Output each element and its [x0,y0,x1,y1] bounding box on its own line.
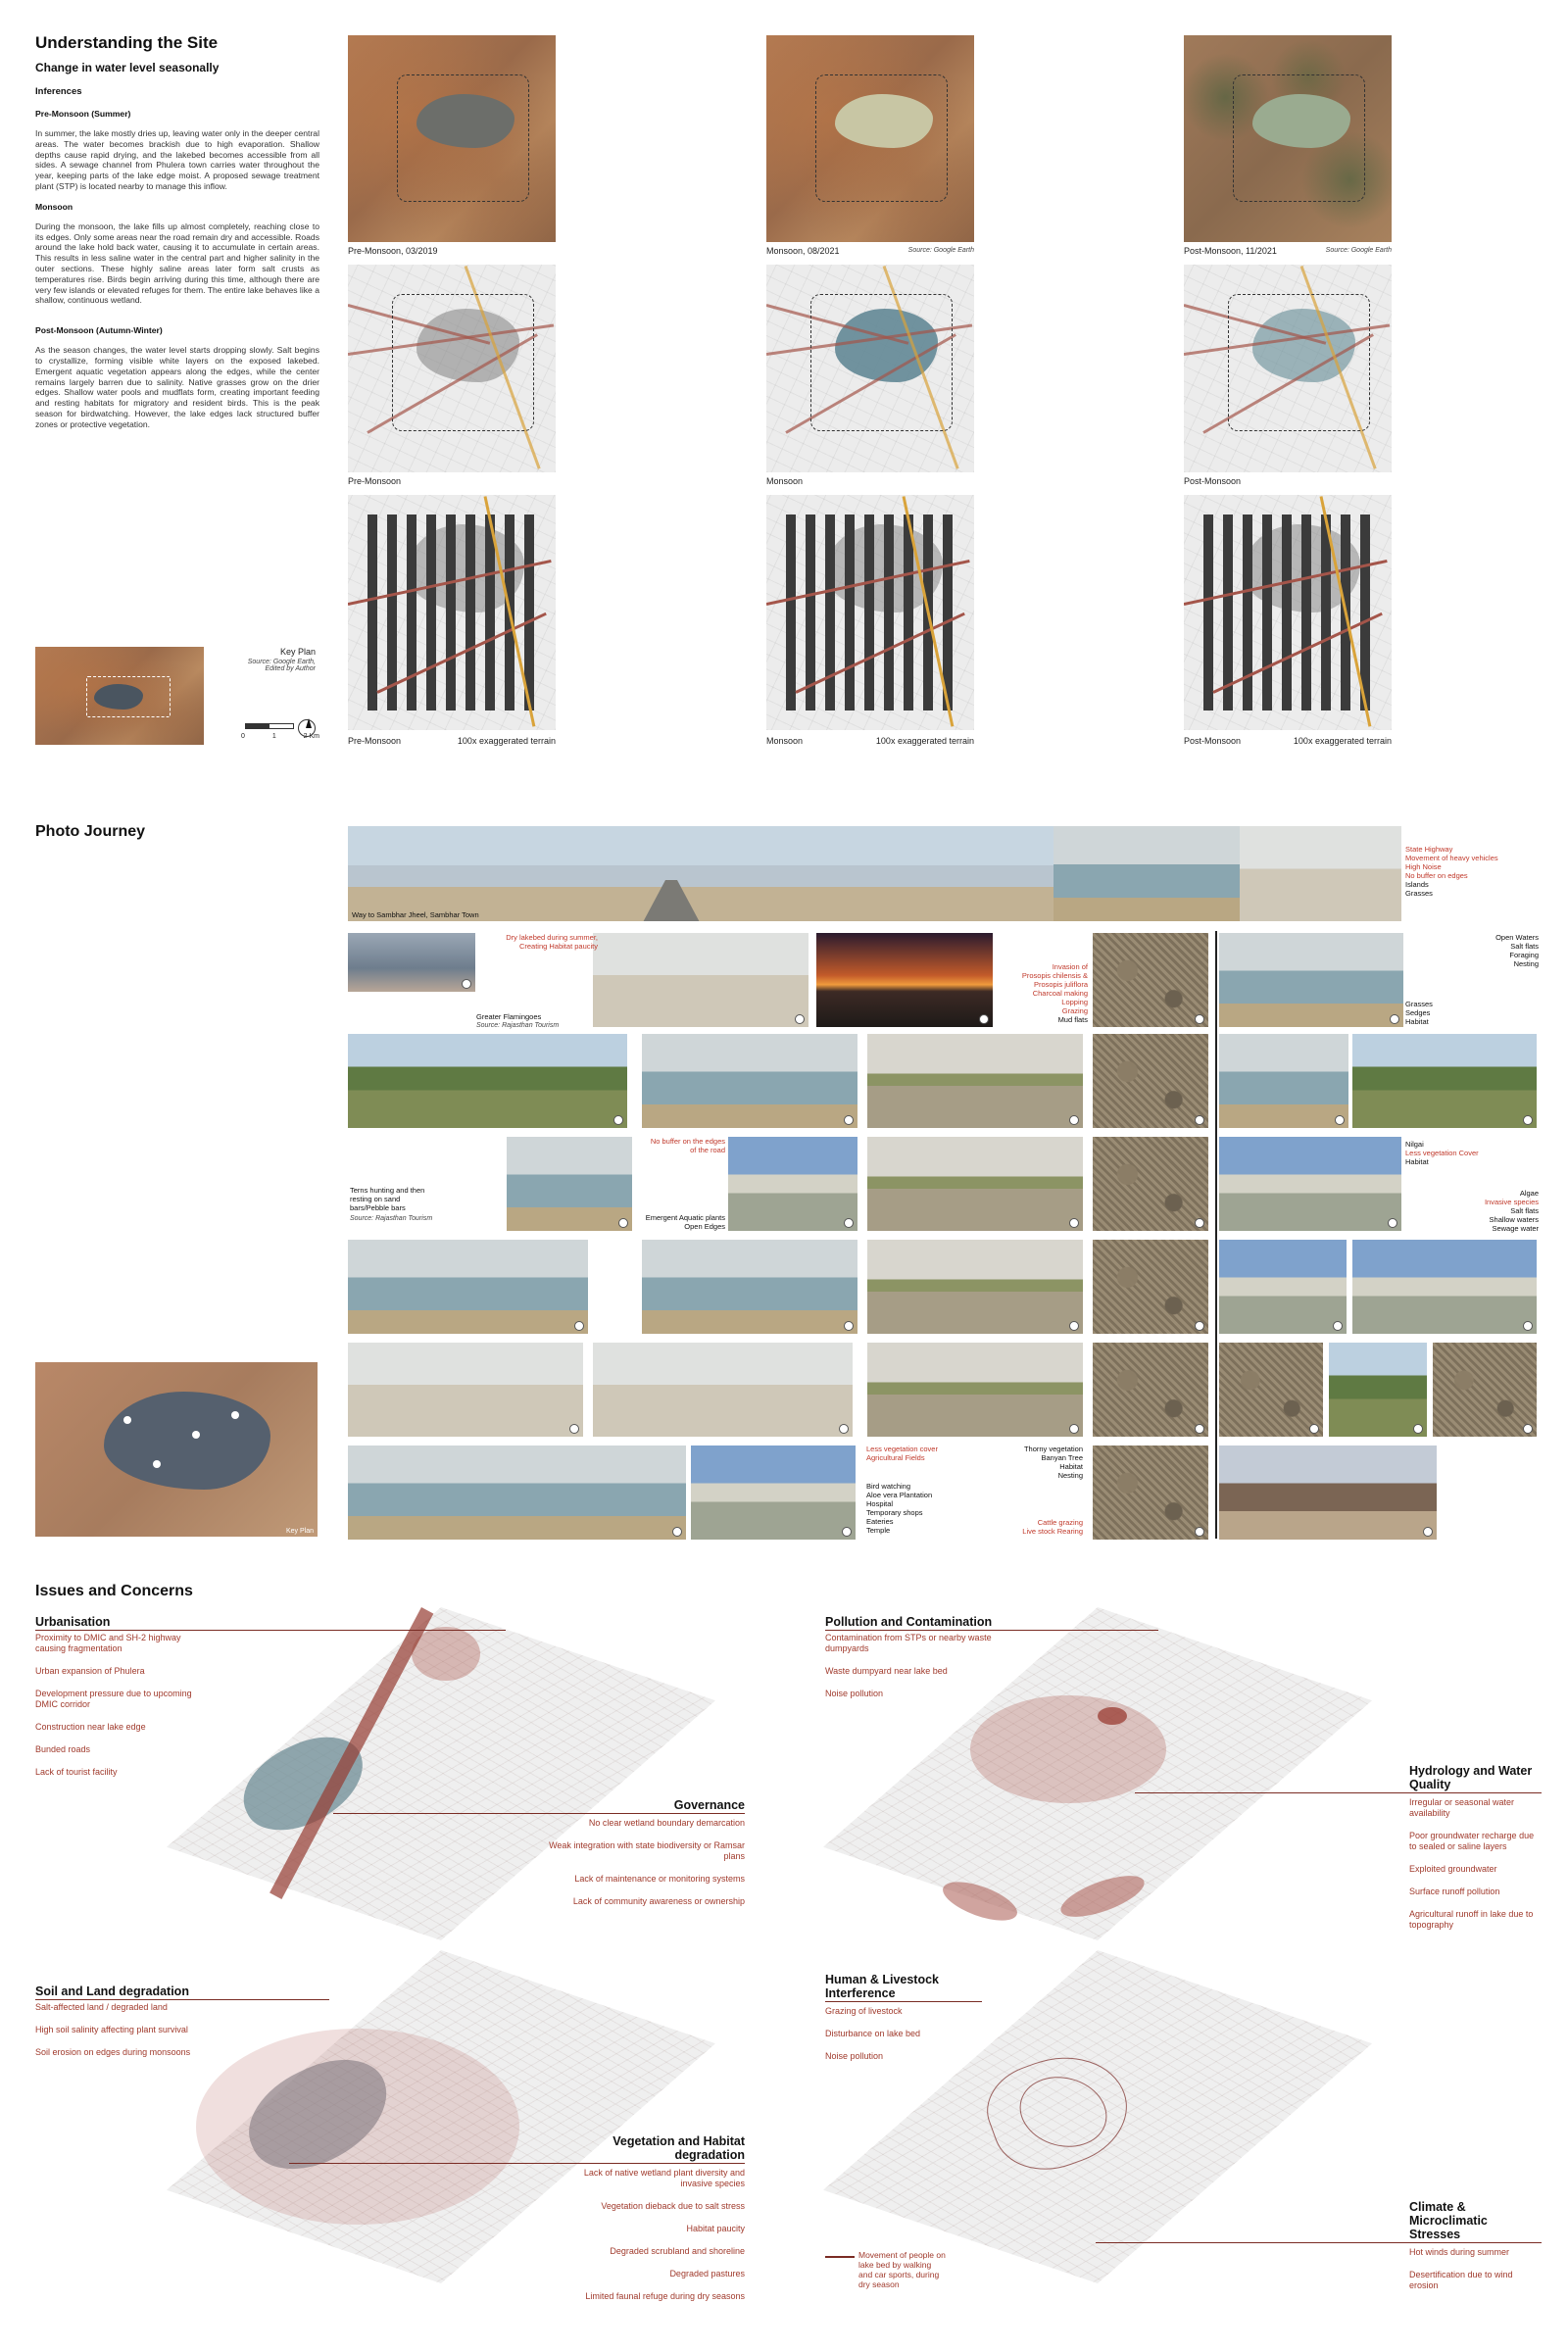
photo-marker-icon [1335,1115,1345,1125]
note-line: No buffer on edges [1405,871,1468,880]
photo-marker-icon [1333,1321,1343,1331]
scale-0: 0 [241,733,245,740]
note-line: Prosopis chilensis & [1021,971,1088,980]
site-title: Understanding the Site [35,33,219,52]
note-line: Eateries [866,1517,894,1526]
journey-photo [1219,1137,1401,1231]
satellite-image-2 [1184,35,1392,242]
issue-urbanisation [35,1615,212,1789]
photo-marker-icon [1388,1218,1397,1228]
journey-photo [348,1343,583,1437]
note-line: Banyan Tree [1041,1453,1083,1462]
journey-key-plan-map [35,1362,318,1537]
terrain-note: 100x exaggerated terrain [875,736,974,746]
journey-photo [1219,1240,1347,1334]
issue-human [825,1973,953,2074]
note-invasion [1009,962,1088,1024]
issue-item: Hot winds during summer [1409,2247,1510,2257]
note-line: Less vegetation Cover [1405,1149,1479,1157]
satellite-source: Source: Google Earth [907,247,974,254]
key-plan-source: Source: Google Earth, Edited by Author [247,659,316,672]
site-text-column [35,33,319,430]
note-line: Islands [1405,880,1429,889]
note-line: Emergent Aquatic plants [645,1213,725,1222]
note-line: Invasion of [1052,962,1088,971]
journey-photo [348,1446,686,1540]
journey-photo [728,1137,858,1231]
journey-photo [1093,1034,1208,1128]
issue-item: Weak integration with state biodiversity or Ramsar plans [549,1840,745,1861]
note-line: Less vegetation cover [866,1445,938,1453]
urbanisation-heading: Urbanisation [35,1615,111,1629]
note-line: Grazing [1061,1006,1088,1015]
note-line: Movement of heavy vehicles [1405,854,1498,862]
issue-vegetation [564,2134,745,2314]
issue-item: Habitat paucity [686,2224,745,2233]
issue-item: Lack of maintenance or monitoring systems [574,1874,745,1884]
terrain-caption: Monsoon [766,736,804,746]
vegetation-heading: Vegetation and Habitat degradation [612,2134,745,2162]
note-line: Salt flats [1510,942,1539,951]
human-heading: Human & Livestock Interference [825,1973,940,2000]
note-line: Terns hunting and then resting on sand bars/Pebble bars [350,1186,425,1212]
issue-item: Urban expansion of Phulera [35,1666,145,1676]
issue-item: No clear wetland boundary demarcation [588,1818,745,1828]
journey-photo [816,933,993,1027]
issue-pollution [825,1615,1011,1711]
seasonal-map-0 [348,265,556,472]
photo-marker-icon [842,1527,852,1537]
issue-item: Poor groundwater recharge due to sealed or saline layers [1409,1831,1535,1851]
issue-item: Lack of native wetland plant diversity and invasive species [583,2168,745,2188]
climate-heading: Climate & Microclimatic Stresses [1409,2200,1488,2241]
note-line: Invasive species [1484,1198,1539,1206]
note-flamingo [476,1012,589,1030]
pre-monsoon-heading: Pre-Monsoon (Summer) [35,109,131,119]
issue-item: Development pressure due to upcoming DMIC corridor [35,1689,192,1709]
photo-marker-icon [1195,1218,1204,1228]
issue-item: Contamination from STPs or nearby waste dumpyards [825,1633,992,1653]
issue-item: Construction near lake edge [35,1722,146,1732]
issue-item: Noise pollution [825,1689,884,1698]
note-open-waters [1470,933,1539,968]
map-caption: Pre-Monsoon [348,476,402,486]
journey-photo [1433,1343,1537,1437]
note-line: Temple [866,1526,891,1535]
note-amenities [866,1482,974,1535]
photo-marker-icon [1523,1424,1533,1434]
note-nilgai [1405,1140,1494,1166]
note-line: Temporary shops [866,1508,923,1517]
issues-title: Issues and Concerns [35,1583,193,1599]
note-line: Hospital [866,1499,894,1508]
issue-item: Soil erosion on edges during monsoons [35,2047,191,2057]
dumpyard-marker [1098,1707,1127,1725]
issue-item: Degraded scrubland and shoreline [610,2246,745,2256]
note-line: Salt flats [1510,1206,1539,1215]
journey-photo [867,1034,1083,1128]
journey-divider [1215,931,1217,1539]
note-line: Nesting [1513,959,1539,968]
photo-marker-icon [1069,1218,1079,1228]
heading-underline [1096,2242,1542,2243]
photo-marker-icon [844,1321,854,1331]
note-line: Open Waters [1495,933,1539,942]
issue-item: Bunded roads [35,1744,91,1754]
site-subtitle: Change in water level seasonally [35,61,220,74]
note-line: Sewage water [1492,1224,1539,1233]
journey-photo [867,1240,1083,1334]
note-algae [1450,1189,1539,1233]
note-line: High Noise [1405,862,1442,871]
note-line: Lopping [1061,998,1088,1006]
note-line: State Highway [1405,845,1453,854]
photo-marker-icon [1390,1014,1399,1024]
note-line: Mud flats [1057,1015,1088,1024]
note-line: Grasses [1405,1000,1433,1008]
photo-marker-icon [569,1424,579,1434]
photo-marker-icon [672,1527,682,1537]
pollution-heading: Pollution and Contamination [825,1615,993,1629]
seasonal-map-2 [1184,265,1392,472]
north-arrow-icon [298,719,316,737]
note-cattle [990,1518,1083,1536]
photo-marker-icon [1195,1115,1204,1125]
photo-marker-icon [1069,1424,1079,1434]
satellite-image-0 [348,35,556,242]
terrain-caption: Pre-Monsoon [348,736,402,746]
note-terns [350,1186,433,1223]
satellite-caption: Monsoon, 08/2021 [766,246,840,256]
photo-marker-icon [613,1115,623,1125]
boundary-outline [392,294,534,431]
issue-item: Waste dumpyard near lake bed [825,1666,948,1676]
issue-soil [35,1984,202,2070]
note-line: Habitat [1059,1462,1083,1471]
heading-underline [825,2001,982,2002]
key-plan-caption [245,647,316,672]
boundary-outline [1233,74,1365,202]
terrain-note: 100x exaggerated terrain [457,736,556,746]
journey-photo [1219,1446,1437,1540]
issue-item: Lack of tourist facility [35,1767,118,1777]
map-caption: Post-Monsoon [1184,476,1242,486]
note-less-veg-agri [866,1445,974,1462]
issue-climate [1409,2200,1542,2303]
photo-marker-icon [1523,1115,1533,1125]
photo-marker-icon [462,979,471,989]
note-line: Charcoal making [1032,989,1088,998]
key-plan-image [35,647,204,745]
heading-underline [333,1813,745,1814]
photo-marker-icon [1195,1321,1204,1331]
note-line: Greater Flamingoes [476,1012,542,1021]
note-line: Nilgai [1405,1140,1424,1149]
journey-photo [1329,1343,1427,1437]
issue-item: Limited faunal refuge during dry seasons [585,2291,745,2301]
inferences-heading: Inferences [35,86,82,97]
journey-photo [1093,1343,1208,1437]
issue-item: Agricultural runoff in lake due to topography [1409,1909,1534,1930]
issue-item: Exploited groundwater [1409,1864,1497,1874]
issue-item: Disturbance on lake bed [825,2029,921,2038]
photo-marker-icon [844,1218,854,1228]
scale-bar [245,723,294,729]
pollution-stain [970,1695,1166,1803]
hydrology-heading: Hydrology and Water Quality [1409,1764,1533,1791]
photo-marker-icon [1069,1115,1079,1125]
journey-photo [1219,1343,1323,1437]
note-line: Grasses [1405,889,1433,898]
note-line: Habitat [1405,1157,1429,1166]
heading-underline [1135,1792,1542,1793]
key-plan-label: Key Plan [279,647,316,657]
note-thorny [990,1445,1083,1480]
photo-marker-icon [1195,1014,1204,1024]
satellite-image-1 [766,35,974,242]
seasonal-map-1 [766,265,974,472]
degradation-stain [196,2029,519,2225]
satellite-source: Source: Google Earth [1325,247,1392,254]
photo-marker-icon [1423,1527,1433,1537]
note-line: Shallow waters [1489,1215,1539,1224]
journey-photo [642,1240,858,1334]
terrain-map-0 [348,495,556,730]
scale-2: 2 Km [303,733,319,740]
note-line: Prosopis juliflora [1033,980,1088,989]
journey-photo [1093,1137,1208,1231]
pre-monsoon-text: In summer, the lake mostly dries up, leaving water only in the deeper central areas. The water becomes brackish due to high evaporation. Shallow depths cause rapid drying, and the lakebed becomes accessible from all sides. A sewage channel from Phulera town carries water throughout the year, keeping parts of the lake edge moist. A proposed sewage treatment plant (STP) is located nearby to manage this inflow. [35,128,319,191]
terrain-map-2 [1184,495,1392,730]
journey-key-plan-label: Key Plan [285,1528,314,1535]
satellite-caption: Pre-Monsoon, 03/2019 [348,246,438,256]
issue-item: Proximity to DMIC and SH-2 highway causing fragmentation [35,1633,181,1653]
journey-photo [1093,1240,1208,1334]
journey-photo [691,1446,856,1540]
note-grasses [1405,1000,1464,1026]
terrain-note: 100x exaggerated terrain [1293,736,1392,746]
boundary-outline [397,74,529,202]
satellite-caption: Post-Monsoon, 11/2021 [1184,246,1277,256]
heading-underline [289,2163,745,2164]
journey-photo [867,1137,1083,1231]
note-line: Sedges [1405,1008,1431,1017]
issue-item: Lack of community awareness or ownership [572,1896,745,1906]
issue-hydrology [1409,1764,1542,1942]
heading-underline [825,1630,1158,1631]
movement-legend: Movement of people on lake bed by walking and car sports, during dry season [858,2250,946,2289]
issue-item: Degraded pastures [669,2269,745,2278]
issue-item: Irregular or seasonal water availability [1409,1797,1515,1818]
journey-photo [348,1240,588,1334]
panorama-photo [348,826,1054,921]
note-no-buffer: No buffer on the edges of the road [650,1137,725,1154]
journey-photo [593,1343,853,1437]
boundary-outline [815,74,948,202]
journey-photo [1219,1034,1348,1128]
note-line: Algae [1519,1189,1539,1198]
note-source: Source: Rajasthan Tourism [350,1215,433,1222]
note-line: Aloe vera Plantation [866,1491,933,1499]
journey-photo [1093,1446,1208,1540]
photo-marker-icon [839,1424,849,1434]
photo-marker-icon [1413,1424,1423,1434]
journey-photo [642,1034,858,1128]
photo-marker-icon [1195,1424,1204,1434]
monsoon-heading: Monsoon [35,201,74,212]
note-line: Thorny vegetation [1023,1445,1083,1453]
monsoon-text: During the monsoon, the lake fills up almost completely, reaching close to its edges. Only some areas near the road remain dry and accessible. Roads around the lake hold back water, causing it to accumulate in certain areas. This results in less saline water in the central part and higher salinity in the outer sections. These highly saline areas later form salt crusts as temperatures rise. Birds begin arriving during this time, although there are very few islands or elevated refuges for them. The entire lake behaves like a shallow, continuous wetland. [35,220,319,306]
governance-heading: Governance [673,1798,745,1812]
note-line: Open Edges [684,1222,725,1231]
journey-title: Photo Journey [35,823,146,840]
photo-marker-icon [574,1321,584,1331]
journey-photo [867,1343,1083,1437]
photo-marker-icon [1069,1321,1079,1331]
issue-item: High soil salinity affecting plant survival [35,2025,188,2034]
soil-heading: Soil and Land degradation [35,1984,189,1998]
photo-marker-icon [1195,1527,1204,1537]
note-line: Nesting [1057,1471,1083,1480]
post-monsoon-text: As the season changes, the water level starts dropping slowly. Salt begins to crystallize, forming visible white layers on the exposed lakebed. Emergent aquatic vegetation appears along the edges, while the center remains largely barren due to salinity. Native grasses grow on the drier edges. Shallow water pools and mudflats form, creating important feeding and resting habitats for migratory and resident birds. This is the peak season for birdwatching. However, the lake edges lack structured buffer zones or protective vegetation. [35,345,319,429]
legend-line [825,2256,855,2258]
note-emergent [627,1213,725,1231]
issue-item: Desertification due to wind erosion [1409,2270,1513,2290]
journey-photo [1093,933,1208,1027]
issue-item: Noise pollution [825,2051,884,2061]
boundary-outline [810,294,953,431]
photo-marker-icon [844,1115,854,1125]
note-dry-lakebed: Dry lakebed during summer, Creating Habitat paucity [506,933,598,951]
scale-1: 1 [271,733,276,740]
photo-marker-icon [979,1014,989,1024]
note-line: Cattle grazing [1037,1518,1083,1527]
heading-underline [35,1630,506,1631]
note-line: Agricultural Fields [866,1453,925,1462]
issue-item: Vegetation dieback due to salt stress [601,2201,745,2211]
issue-governance [529,1798,745,1919]
heading-underline [35,1999,329,2000]
terrain-map-1 [766,495,974,730]
issue-item: Grazing of livestock [825,2006,903,2016]
post-monsoon-heading: Post-Monsoon (Autumn-Winter) [35,325,163,336]
panorama-caption: Way to Sambhar Jheel, Sambhar Town [352,910,479,919]
note-line: Live stock Rearing [1022,1527,1083,1536]
terrain-caption: Post-Monsoon [1184,736,1242,746]
map-caption: Monsoon [766,476,804,486]
photo-marker-icon [1309,1424,1319,1434]
journey-photo [348,933,475,992]
photo-salt-flat [1240,826,1401,921]
note-line: Bird watching [866,1482,911,1491]
journey-photo [348,1034,627,1128]
journey-photo [1352,1034,1537,1128]
photo-marker-icon [1523,1321,1533,1331]
note-source: Source: Rajasthan Tourism [476,1022,560,1029]
journey-photo [1219,933,1403,1027]
photo-water-edge [1054,826,1240,921]
journey-photo [593,933,808,1027]
note-line: Foraging [1509,951,1539,959]
journey-photo [1352,1240,1537,1334]
issue-item: Surface runoff pollution [1409,1886,1500,1896]
note-state-highway [1405,845,1523,898]
issue-item: Salt-affected land / degraded land [35,2002,168,2012]
note-line: Habitat [1405,1017,1429,1026]
boundary-outline [1228,294,1370,431]
photo-marker-icon [795,1014,805,1024]
journey-photo [507,1137,632,1231]
